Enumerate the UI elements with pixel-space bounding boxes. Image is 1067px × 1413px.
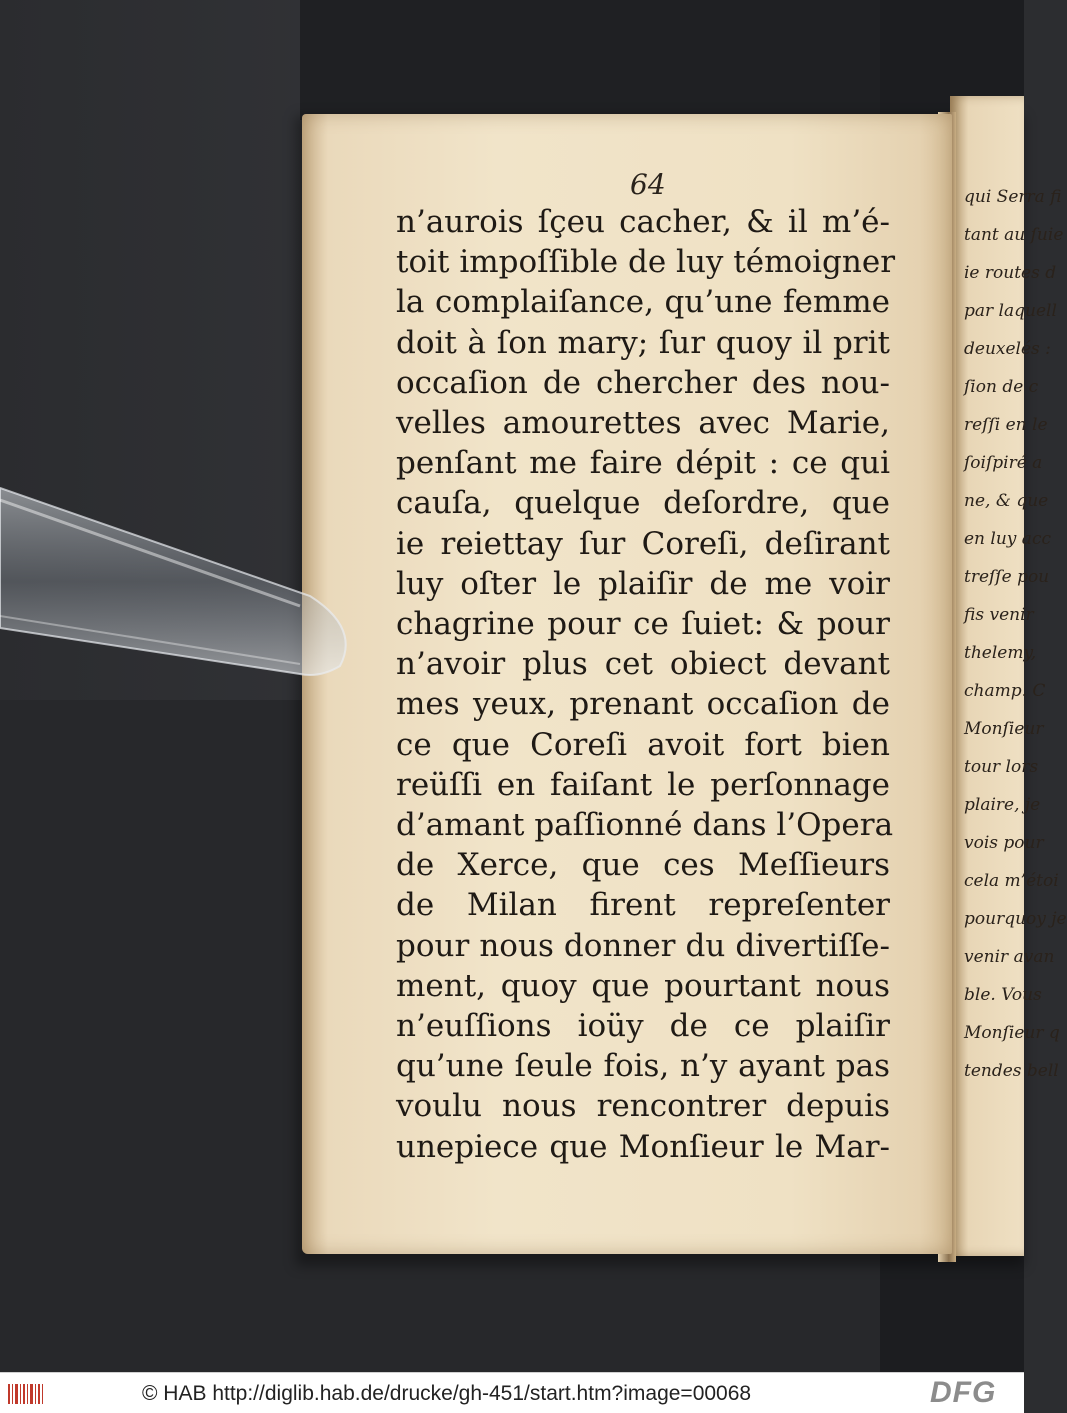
- text-line: chagrine pour ce ſuiet: & pour: [396, 606, 890, 642]
- text-line: ment, quoy que pourtant nous: [396, 967, 890, 1004]
- text-line: doit à ſon mary; ſur quoy il prit: [396, 324, 890, 361]
- neighbour-text-line: reſſi en le: [964, 415, 1048, 435]
- text-line: toit impoſſible de luy témoigner: [396, 244, 896, 281]
- neighbour-text-line: en luy acc: [964, 529, 1051, 549]
- neighbour-text-line: ne, & que: [964, 491, 1049, 511]
- neighbour-text-line: cela m’étoi: [964, 871, 1059, 891]
- text-line: la complaiſance, qu’une femme: [396, 284, 890, 321]
- neighbour-text-line: ie routes d: [964, 263, 1057, 283]
- neighbour-text-line: tant au ſuie: [964, 225, 1064, 245]
- text-line: luy oſter le plaiſir de me voir: [396, 565, 890, 602]
- neighbour-text-line: par laquell: [964, 301, 1057, 321]
- neighbour-text-line: ſoiſpiré a: [964, 453, 1043, 473]
- text-line: occaſion de chercher des nou-: [396, 364, 890, 401]
- text-line: n’avoir plus cet obiect devant: [396, 646, 890, 683]
- board-top: [300, 0, 910, 120]
- text-line: reüſſi en faiſant le perſonnage: [396, 766, 890, 803]
- neighbour-text-line: tour lors: [964, 757, 1039, 777]
- neighbour-text-line: venir avan: [964, 947, 1055, 967]
- footer-bar: [0, 1372, 1024, 1413]
- text-line: mes yeux, prenant occaſion de: [396, 686, 890, 723]
- neighbour-text-line: ſion de c: [964, 377, 1039, 397]
- neighbour-text-line: Monſieur: [964, 719, 1044, 739]
- text-line: cauſa, quelque deſordre, que: [396, 485, 890, 522]
- neighbour-page-text: [958, 186, 1067, 1186]
- text-line: voulu nous rencontrer depuis: [396, 1088, 890, 1125]
- text-line: ce que Coreſi avoit fort bien: [396, 726, 890, 763]
- neighbour-text-line: vois pour: [964, 833, 1044, 853]
- page-text: [396, 168, 896, 1188]
- neighbour-text-line: plaire, je: [964, 795, 1041, 815]
- text-line: ie reiettay ſur Coreſi, deſirant: [396, 525, 890, 562]
- neighbour-text-line: Monſieur q: [964, 1023, 1060, 1043]
- neighbour-text-line: fis venir: [964, 605, 1034, 625]
- neighbour-text-line: deuxelés :: [964, 339, 1051, 359]
- text-line: de Milan firent repreſenter: [396, 887, 890, 924]
- copyright-link[interactable]: © HAB http://diglib.hab.de/drucke/gh-451/start.htm?image=00068: [142, 1382, 752, 1405]
- neighbour-text-line: champ. C: [964, 681, 1046, 701]
- neighbour-text-line: ble. Vous: [964, 985, 1042, 1005]
- text-line: velles amourettes avec Marie,: [396, 405, 890, 441]
- dfg-logo: DFG: [930, 1376, 997, 1409]
- text-line: d’amant paſſionné dans l’Opera: [396, 807, 894, 843]
- text-line: n’aurois ſçeu cacher, & il m’é-: [396, 204, 890, 240]
- text-line: n’euſſions ioüy de ce plaiſir: [396, 1008, 890, 1044]
- plastic-page-holder: [0, 478, 360, 678]
- text-line: pour nous donner du divertiſſe-: [396, 927, 890, 964]
- neighbour-text-line: thelemy,: [964, 643, 1037, 663]
- text-line: penſant me faire dépit : ce qui: [396, 445, 890, 482]
- page-number: 64: [630, 168, 666, 201]
- neighbour-text-line: treſſe pou: [964, 567, 1050, 587]
- neighbour-text-line: tendes bell: [964, 1061, 1059, 1081]
- text-line: qu’une ſeule fois, n’y ayant pas: [396, 1048, 890, 1085]
- text-line: unepiece que Monſieur le Mar-: [396, 1128, 890, 1165]
- barcode-logo-icon: [6, 1381, 46, 1407]
- neighbour-text-line: qui Serra fi: [964, 187, 1062, 207]
- text-line: de Xerce, que ces Meſſieurs: [396, 847, 890, 884]
- neighbour-text-line: pourquoy je: [964, 909, 1067, 929]
